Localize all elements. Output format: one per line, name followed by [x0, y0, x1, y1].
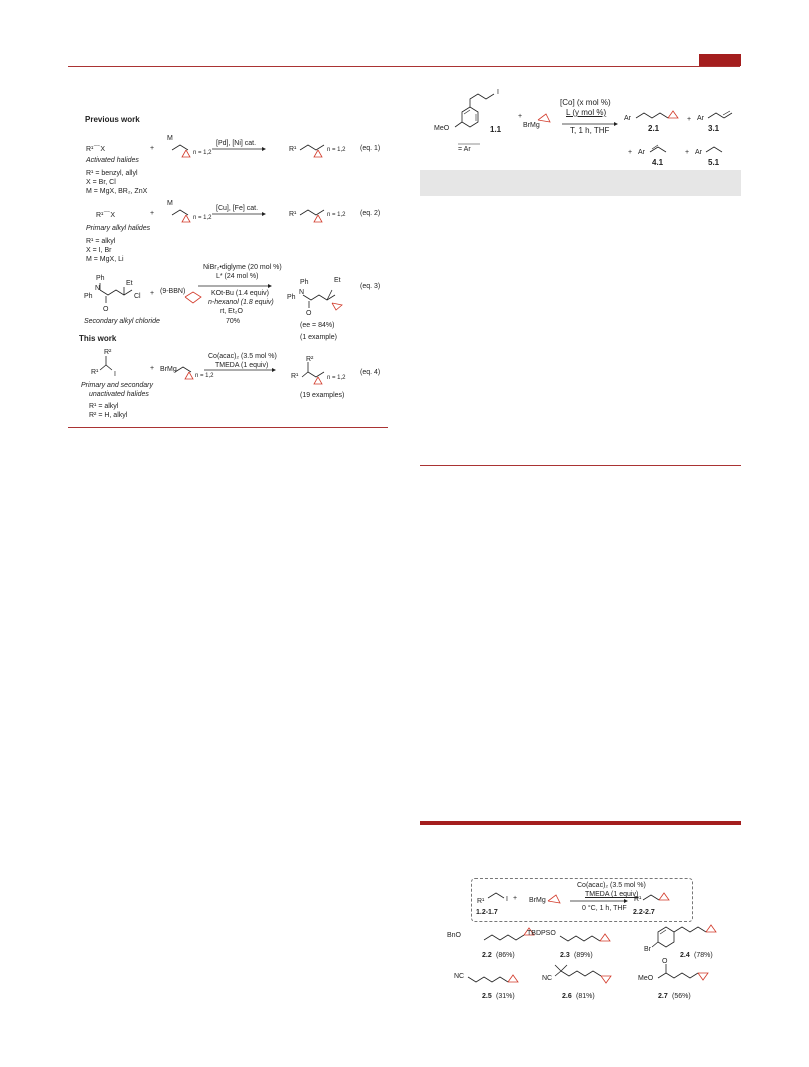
s2-plus-2: + — [687, 116, 692, 123]
eq2-m: M — [167, 200, 173, 207]
eq1-n: n = 1,2 — [193, 150, 212, 156]
eq4-examples: (19 examples) — [300, 392, 345, 399]
s3-e1-id: 2.2 — [482, 952, 492, 959]
eq3-label: Secondary alkyl chloride — [84, 318, 160, 325]
eq3-n: N — [95, 285, 101, 292]
s3-e2-sub: TBDPSO — [527, 930, 556, 937]
eq4-label-2: unactivated halides — [89, 391, 149, 398]
s3-e6-sub: MeO — [638, 975, 654, 982]
s2-sm-id: 1.1 — [490, 125, 502, 134]
eq1-label: Activated halides — [86, 157, 139, 164]
eq1-prod-r1: R¹ — [289, 146, 297, 153]
eq4-prod-r2: R² — [306, 356, 314, 363]
previous-work-heading: Previous work — [85, 115, 140, 124]
eq2-cond: [Cu], [Fe] cat. — [216, 205, 259, 212]
s2-plus-4: + — [685, 149, 690, 156]
scheme-2-table-header — [420, 170, 741, 196]
s2-prod-5-1: 5.1 — [708, 158, 720, 167]
eq2-prod-n: n = 1,2 — [327, 212, 346, 218]
s2-ar-2: Ar — [697, 115, 704, 122]
s3-e3-sub: Br — [644, 946, 651, 953]
s3-e5-yield: (81%) — [576, 993, 595, 1000]
this-work-heading: This work — [79, 334, 117, 343]
s2-prod-3-1: 3.1 — [708, 124, 720, 133]
s3-e3-id: 2.4 — [680, 952, 690, 959]
s2-brmg: BrMg — [523, 122, 540, 129]
eq3-ph2: Ph — [84, 293, 93, 300]
eq4-r2: R² — [104, 349, 112, 356]
s3-e5-id: 2.6 — [562, 993, 572, 1000]
eq2-note-2: X = I, Br — [86, 247, 112, 254]
eq4-i: I — [114, 371, 116, 378]
eq3-prod-et: Et — [334, 277, 341, 284]
s3-cond-1: Co(acac)₂ (3.5 mol %) — [577, 882, 646, 889]
s2-ar-3: Ar — [638, 149, 645, 156]
s3-e3-yield: (78%) — [694, 952, 713, 959]
eq3-ph1: Ph — [96, 275, 105, 282]
s3-e6-o: O — [662, 958, 668, 965]
eq4-prod-r1: R¹ — [291, 373, 299, 380]
eq1-note-2: X = Br, Cl — [86, 179, 116, 186]
eq4-note-1: R¹ = alkyl — [89, 403, 119, 410]
eq3-o: O — [103, 306, 109, 313]
scheme-3 — [400, 860, 809, 1040]
s3-e4-id: 2.5 — [482, 993, 492, 1000]
eq3-cond-6: 70% — [226, 318, 241, 325]
eq3-prod-o: O — [306, 310, 312, 317]
s2-prod-2-1: 2.1 — [648, 124, 660, 133]
s3-e1-sub: BnO — [447, 932, 462, 939]
eq4-plus: + — [150, 365, 155, 372]
s2-cond-2: L (y mol %) — [566, 108, 607, 117]
s2-meo: MeO — [434, 125, 450, 132]
eq3-prod-ph1: Ph — [300, 279, 309, 286]
eq3-cond-4: n-hexanol (1.8 equiv) — [208, 299, 274, 306]
s2-ar-4: Ar — [695, 149, 702, 156]
eq1-r1x: R¹⌒X — [86, 146, 106, 153]
eq3-cond-5: rt, Et₂O — [220, 308, 243, 315]
eq1-note-3: M = MgX, BR₂, ZnX — [86, 188, 148, 195]
eq1-prod-n: n = 1,2 — [327, 147, 346, 153]
eq3-label-num: (eq. 3) — [360, 283, 381, 290]
eq2-prod-r1: R¹ — [289, 211, 297, 218]
s3-prod-r1: R¹ — [634, 896, 642, 903]
eq4-label-num: (eq. 4) — [360, 369, 381, 376]
eq3-et: Et — [126, 280, 133, 287]
eq3-cond-3: KOt-Bu (1.4 equiv) — [211, 290, 269, 297]
eq1-note-1: R¹ = benzyl, allyl — [86, 170, 138, 177]
s3-e4-sub: NC — [454, 973, 465, 980]
s2-cond-3: T, 1 h, THF — [570, 126, 610, 135]
s3-cond-3: 0 °C, 1 h, THF — [582, 905, 627, 912]
eq4-label-1: Primary and secondary — [81, 382, 153, 389]
scheme-1-bottom-rule — [68, 427, 388, 428]
eq3-cond-1: NiBr₂•diglyme (20 mol %) — [203, 264, 282, 271]
eq1-label-num: (eq. 1) — [360, 145, 381, 152]
eq2-n: n = 1,2 — [193, 215, 212, 221]
eq2-note-1: R¹ = alkyl — [86, 238, 116, 245]
eq1-plus: + — [150, 145, 155, 152]
s2-ar-1: Ar — [624, 115, 631, 122]
scheme-2-bottom-rule — [420, 465, 741, 466]
s3-e1-yield: (86%) — [496, 952, 515, 959]
eq2-plus: + — [150, 210, 155, 217]
s3-r1: R¹ — [477, 898, 485, 905]
s3-prod-range: 2.2-2.7 — [633, 909, 655, 916]
s3-e4-yield: (31%) — [496, 993, 515, 1000]
s3-e6-id: 2.7 — [658, 993, 668, 1000]
s3-e5-sub: NC — [542, 975, 553, 982]
s2-ar-eq: = Ar — [458, 146, 471, 153]
eq3-cond-2: L* (24 mol %) — [216, 273, 259, 280]
s3-plus: + — [513, 895, 518, 902]
eq3-cl: Cl — [134, 293, 141, 300]
s3-e2-yield: (89%) — [574, 952, 593, 959]
s3-e6-yield: (56%) — [672, 993, 691, 1000]
scheme-2 — [400, 0, 809, 470]
s2-i: I — [497, 89, 499, 96]
eq4-r1: R¹ — [91, 369, 99, 376]
s3-e2-id: 2.3 — [560, 952, 570, 959]
eq3-ee: (ee = 84%) — [300, 322, 335, 329]
eq4-note-2: R² = H, alkyl — [89, 412, 128, 419]
eq4-cond-1: Co(acac)₂ (3.5 mol %) — [208, 353, 277, 360]
eq2-label: Primary alkyl halides — [86, 225, 151, 232]
s3-cond-2: TMEDA (1 equiv) — [585, 891, 639, 898]
s2-plus-1: + — [518, 113, 523, 120]
eq4-prod-n: n = 1,2 — [327, 375, 346, 381]
eq4-n: n = 1,2 — [195, 373, 214, 379]
s3-brmg: BrMg — [529, 897, 546, 904]
s2-cond-1: [Co] (x mol %) — [560, 98, 611, 107]
eq3-example: (1 example) — [300, 334, 337, 341]
scheme-1 — [0, 0, 400, 440]
eq1-m: M — [167, 135, 173, 142]
s2-prod-4-1: 4.1 — [652, 158, 664, 167]
scheme-3-top-bar — [420, 821, 741, 825]
eq4-brmg: BrMg — [160, 366, 177, 373]
eq2-note-3: M = MgX, Li — [86, 256, 124, 263]
eq3-bbn: (9-BBN) — [160, 288, 186, 295]
eq3-prod-n: N — [299, 289, 305, 296]
s2-plus-3: + — [628, 149, 633, 156]
eq3-plus: + — [150, 290, 155, 297]
eq4-cond-2: TMEDA (1 equiv) — [215, 362, 269, 369]
s3-sm-range: 1.2-1.7 — [476, 909, 498, 916]
eq2-r1x: R¹⌒X — [96, 212, 116, 219]
eq3-prod-ph2: Ph — [287, 294, 296, 301]
eq1-cond: [Pd], [Ni] cat. — [216, 140, 257, 147]
eq2-label-num: (eq. 2) — [360, 210, 381, 217]
s3-i: I — [506, 896, 508, 903]
eq4-graphics — [0, 0, 400, 420]
